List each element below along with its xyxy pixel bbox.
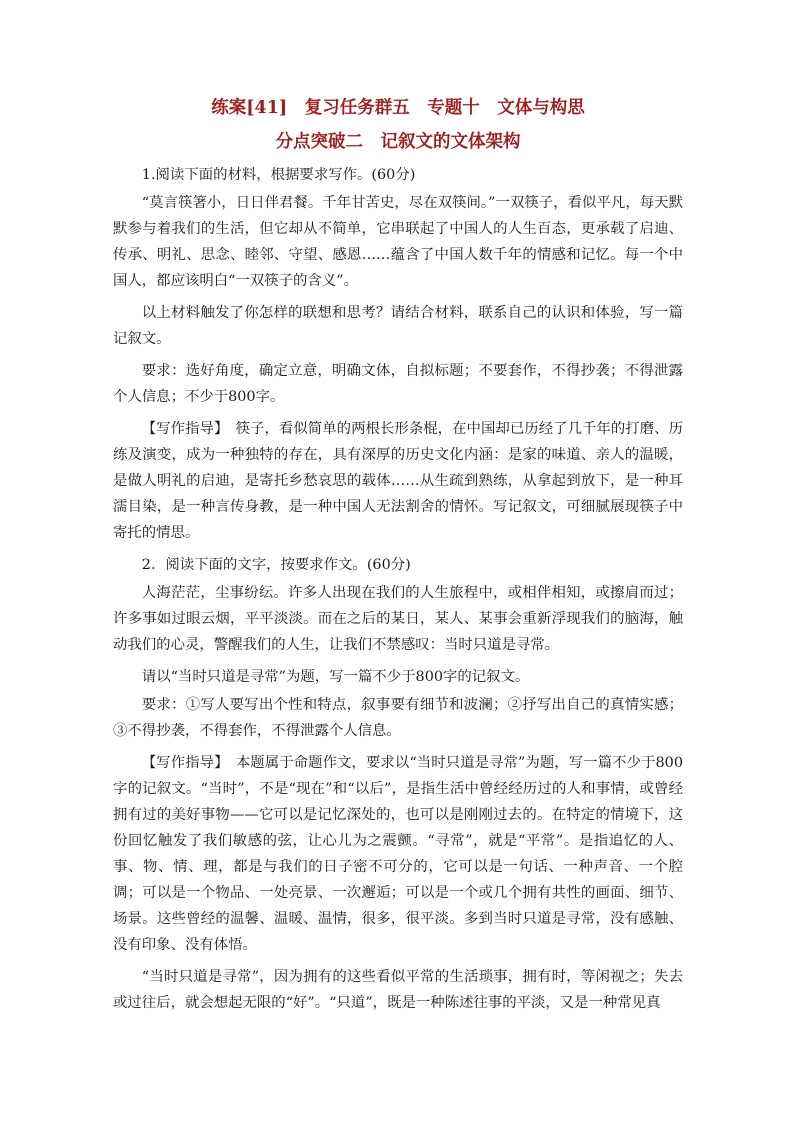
question-2-analysis: “当时只道是寻常”，因为拥有的这些看似平常的生活琐事，拥有时，等闲视之；失去或过往后，就会想起无限的“好”。“只道”，既是一种陈述往事的平淡，又是一种常见真 bbox=[113, 969, 683, 1011]
writing-guide-text: 本题属于命题作文，要求以“当时只道是寻常”为题，写一篇不少于800字的记叙文。“当时”，不是“现在”和“以后”，是指生活中曾经经历过的人和事情，或曾经拥有过的美好事物——它可以是记忆深处的，也可以是刚刚过去的。在特定的情境下，这份回忆触发了我们敏感的弦，让心儿为之震颤。“寻常”，就是“平常”。是指追忆的人、事、物、情、理，都是与我们的日子密不可分的，它可以是一句话、一种声音、一个腔调；可以是一个物品、一处亮景、一次邂逅；可以是一个或几个拥有共性的画面、细节、场景。这些曾经的温馨、温暖、温情，很多，很平淡。多到当时只道是寻常，没有感触、没有印象、没有体悟。 bbox=[113, 755, 683, 953]
writing-guide-label: 【写作指导】 bbox=[141, 421, 222, 437]
document-title: 练案[41] 复习任务群五 专题十 文体与构思 bbox=[211, 98, 585, 118]
writing-guide-label: 【写作指导】 bbox=[141, 755, 222, 771]
question-2-stem: 2．阅读下面的文字，按要求作文。(60分) bbox=[141, 557, 411, 573]
question-1-prompt: 以上材料触发了你怎样的联想和思考？请结合材料，联系自己的认识和体验，写一篇记叙文。 bbox=[113, 305, 683, 347]
question-2-writing-guide bbox=[113, 750, 683, 958]
writing-guide-text: 筷子，看似简单的两根长形条棍，在中国却已历经了几千年的打磨、历练及演变，成为一种独特的存在，具有深厚的历史文化内涵：是家的味道、亲人的温暖，是做人明礼的启迪，是寄托乡愁哀思的载体……从生疏到熟练，从拿起到放下，是一种耳濡目染，是一种言传身教，是一种中国人无法割舍的情怀。写记叙文，可细腻展现筷子中寄托的情思。 bbox=[113, 421, 683, 541]
question-2-prompt: 请以“当时只道是寻常”为题，写一篇不少于800字的记叙文。 bbox=[141, 669, 530, 685]
question-2-material: 人海茫茫，尘事纷纭。许多人出现在我们的人生旅程中，或相伴相知，或擦肩而过；许多事如过眼云烟，平平淡淡。而在之后的某日，某人、某事会重新浮现我们的脑海，触动我们的心灵，警醒我们的人生，让我们不禁感叹：当时只道是寻常。 bbox=[113, 585, 683, 653]
question-2-requirements: 要求：①写人要写出个性和特点，叙事要有细节和波澜；②抒写出自己的真情实感；③不得抄袭，不得套作，不得泄露个人信息。 bbox=[113, 697, 683, 739]
question-1-requirements: 要求：选好角度，确定立意，明确文体，自拟标题；不要套作，不得抄袭；不得泄露个人信息；不少于800字。 bbox=[113, 363, 683, 405]
document-page bbox=[113, 96, 683, 1022]
question-1-writing-guide bbox=[113, 416, 683, 546]
question-1-stem: 1.阅读下面的材料，根据要求写作。(60分) bbox=[141, 167, 416, 183]
question-1-material: “莫言筷箸小，日日伴君餐。千年甘苦史，尽在双筷间。”一双筷子，看似平凡，每天默默参与着我们的生活，但它却从不简单，它串联起了中国人的人生百态，更承载了启迪、传承、明礼、思念、睦邻、守望、感恩……蕴含了中国人数千年的情感和记忆。每一个中国人，都应该明白“一双筷子的含义”。 bbox=[113, 195, 683, 289]
document-subtitle: 分点突破二 记叙文的文体架构 bbox=[275, 132, 521, 152]
